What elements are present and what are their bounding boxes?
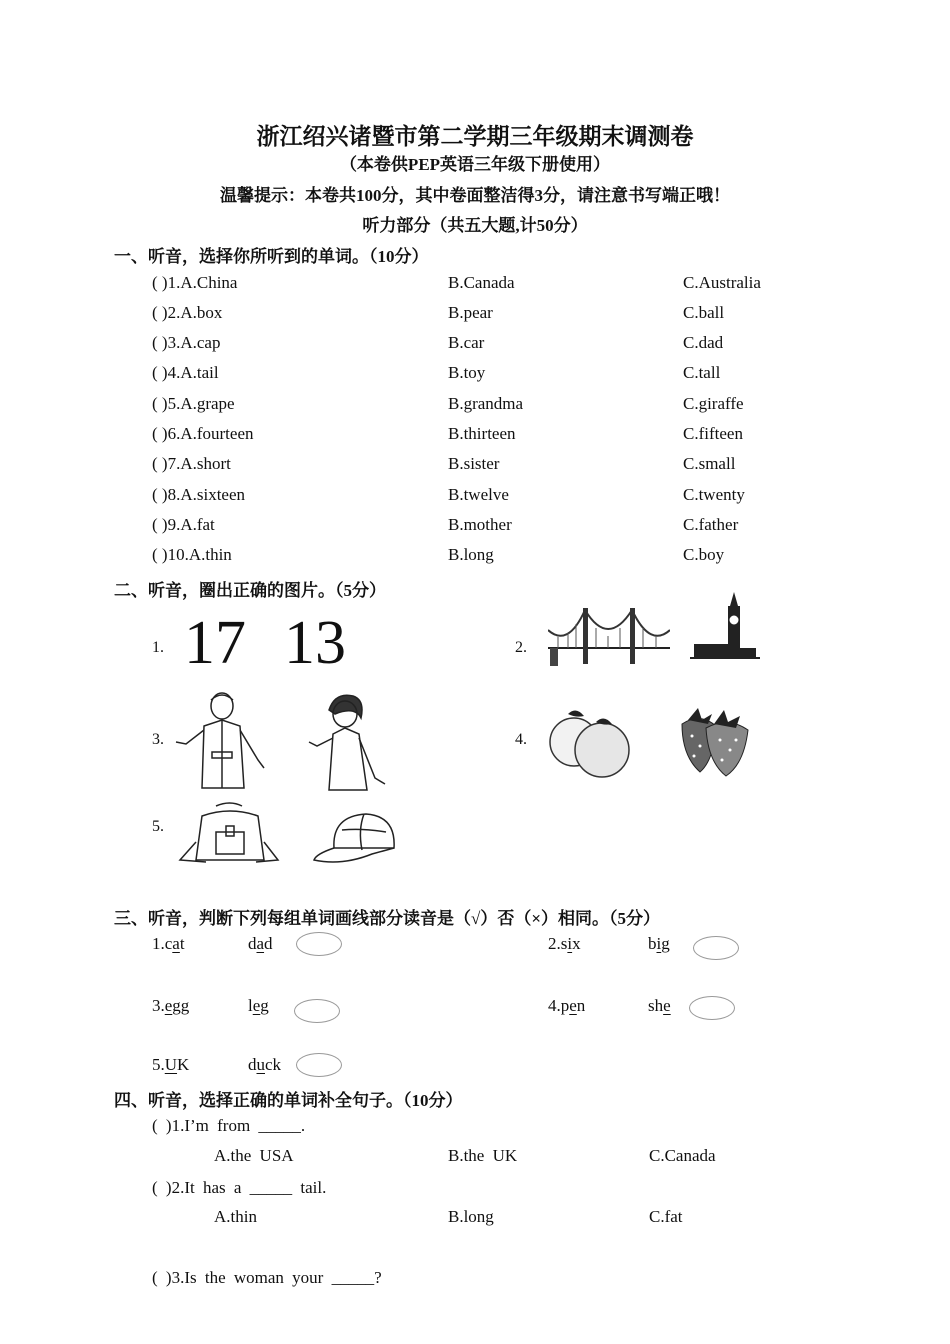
word-part: K — [177, 1055, 190, 1074]
word-part: g — [661, 934, 670, 953]
phonics-word — [248, 1055, 281, 1075]
strawberry-icon[interactable] — [676, 700, 754, 778]
page-title: 浙江绍兴诸暨市第二学期三年级期末调测卷 — [256, 124, 694, 149]
question-item[interactable]: ( )7.A.short — [152, 454, 231, 473]
answer-oval[interactable] — [296, 932, 342, 956]
option-b[interactable]: B.twelve — [448, 485, 509, 504]
phonics-pair-number — [152, 996, 189, 1016]
option-b[interactable]: B.sister — [448, 454, 500, 473]
word-part: gg — [172, 996, 190, 1015]
question-item[interactable]: ( )4.A.tail — [152, 363, 219, 382]
big-ben-icon[interactable] — [690, 592, 760, 664]
answer-oval[interactable] — [296, 1053, 342, 1077]
section1-heading: 一、听音，选择你所听到的单词。（10分） — [114, 247, 429, 266]
word-part: sh — [648, 996, 664, 1015]
phonics-pair-number — [152, 934, 185, 954]
bridge-icon[interactable] — [548, 600, 670, 668]
word-part: p — [560, 996, 570, 1015]
orange-icon[interactable] — [548, 704, 632, 778]
underlined-letter: i — [567, 934, 573, 953]
question-item[interactable]: ( )10.A.thin — [152, 545, 232, 564]
underlined-letter: a — [172, 934, 180, 953]
page-subtitle: （本卷供PEP英语三年级下册使用） — [339, 155, 611, 174]
word-part: c — [164, 934, 173, 953]
word-part: t — [179, 934, 185, 953]
question-item[interactable]: ( )1.I’m from _____. — [152, 1116, 306, 1135]
word-part: d — [248, 1055, 257, 1074]
question-item[interactable]: ( )3.A.cap — [152, 333, 221, 352]
question-item[interactable]: ( )1.A.China — [152, 273, 238, 292]
underlined-letter: i — [656, 934, 662, 953]
underlined-letter: e — [663, 996, 671, 1015]
phonics-pair-number — [152, 1055, 189, 1075]
option-c[interactable]: C.father — [683, 515, 739, 534]
underlined-letter: e — [569, 996, 577, 1015]
option-b[interactable]: B.pear — [448, 303, 493, 322]
option-c[interactable]: C.tall — [683, 363, 721, 382]
option-b[interactable]: B.the UK — [448, 1146, 518, 1165]
word-part: d — [248, 934, 257, 953]
number-17[interactable]: 17 — [184, 609, 246, 677]
man-icon[interactable] — [172, 690, 270, 792]
picture-label-5: 5. — [152, 818, 164, 835]
word-part: s — [560, 934, 568, 953]
option-b[interactable]: B.thirteen — [448, 424, 516, 443]
underlined-letter: e — [164, 996, 173, 1015]
option-b[interactable]: B.toy — [448, 363, 486, 382]
section3-heading: 三、听音，判断下列每组单词画线部分读音是（√）否（×）相同。（5分） — [114, 909, 661, 928]
phonics-word — [648, 996, 671, 1016]
picture-label-3: 3. — [152, 731, 164, 748]
picture-label-4: 4. — [515, 731, 527, 748]
word-part: b — [648, 934, 657, 953]
option-c[interactable]: C.Canada — [649, 1146, 716, 1165]
option-b[interactable]: B.car — [448, 333, 485, 352]
phonics-pair-number — [548, 996, 585, 1016]
question-item[interactable]: ( )8.A.sixteen — [152, 485, 246, 504]
option-b[interactable]: B.long — [448, 545, 494, 564]
question-item[interactable]: ( )9.A.fat — [152, 515, 215, 534]
pair-number: 5. — [152, 1055, 165, 1074]
answer-oval[interactable] — [689, 996, 735, 1020]
option-a[interactable]: A.the USA — [214, 1146, 294, 1165]
question-item[interactable]: ( )3.Is the woman your _____? — [152, 1268, 382, 1287]
number-13[interactable]: 13 — [284, 609, 346, 677]
backpack-icon[interactable] — [176, 802, 282, 868]
underlined-letter: e — [252, 996, 261, 1015]
option-c[interactable]: C.small — [683, 454, 736, 473]
phonics-word — [648, 934, 670, 954]
underlined-letter: u — [256, 1055, 265, 1074]
underlined-letter: U — [164, 1055, 178, 1074]
word-part: g — [260, 996, 269, 1015]
word-part: ck — [265, 1055, 282, 1074]
section2-heading: 二、听音，圈出正确的图片。（5分） — [114, 581, 386, 600]
phonics-word — [248, 934, 273, 954]
word-part: d — [264, 934, 273, 953]
option-b[interactable]: B.Canada — [448, 273, 515, 292]
answer-oval[interactable] — [693, 936, 739, 960]
picture-label-2: 2. — [515, 639, 527, 656]
word-part: l — [248, 996, 253, 1015]
underlined-letter: a — [256, 934, 265, 953]
exam-tip: 温馨提示：本卷共100分，其中卷面整洁得3分，请注意书写端正哦！ — [220, 186, 730, 205]
woman-icon[interactable] — [305, 692, 391, 794]
answer-oval[interactable] — [294, 999, 340, 1023]
option-c[interactable]: C.boy — [683, 545, 725, 564]
option-c[interactable]: C.twenty — [683, 485, 745, 504]
option-c[interactable]: C.fifteen — [683, 424, 743, 443]
option-c[interactable]: C.fat — [649, 1207, 683, 1226]
phonics-pair-number — [548, 934, 581, 954]
listening-heading: 听力部分（共五大题,计50分） — [362, 216, 588, 235]
cap-icon[interactable] — [312, 810, 400, 868]
option-b[interactable]: B.long — [448, 1207, 494, 1226]
option-a[interactable]: A.thin — [214, 1207, 257, 1226]
pair-number: 3. — [152, 996, 165, 1015]
question-item[interactable]: ( )5.A.grape — [152, 394, 235, 413]
question-item[interactable]: ( )6.A.fourteen — [152, 424, 254, 443]
option-c[interactable]: C.Australia — [683, 273, 761, 292]
option-c[interactable]: C.dad — [683, 333, 724, 352]
word-part: n — [576, 996, 586, 1015]
pair-number: 2. — [548, 934, 561, 953]
question-item[interactable]: ( )2.It has a _____ tail. — [152, 1178, 327, 1197]
word-part: x — [572, 934, 581, 953]
option-c[interactable]: C.ball — [683, 303, 725, 322]
pair-number: 4. — [548, 996, 561, 1015]
option-c[interactable]: C.giraffe — [683, 394, 744, 413]
pair-number: 1. — [152, 934, 165, 953]
picture-label-1: 1. — [152, 639, 164, 656]
option-b[interactable]: B.grandma — [448, 394, 524, 413]
section4-heading: 四、听音，选择正确的单词补全句子。（10分） — [114, 1091, 463, 1110]
option-b[interactable]: B.mother — [448, 515, 512, 534]
question-item[interactable]: ( )2.A.box — [152, 303, 223, 322]
phonics-word — [248, 996, 269, 1016]
